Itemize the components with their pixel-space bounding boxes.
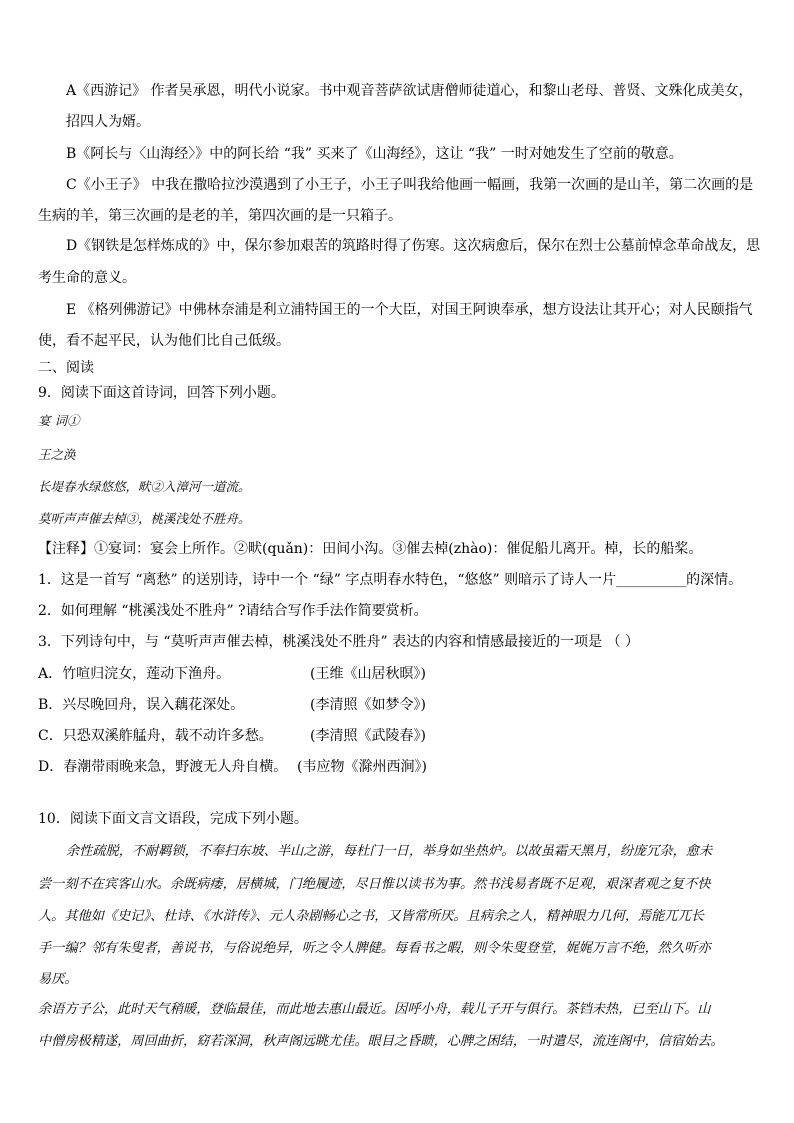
poem-title: 宴 词① — [38, 413, 80, 428]
passage-line: 余语方子公，此时天气稍暖，登临最佳，而此地去惠山最近。因呼小舟，载儿子开与俱行。茶铛未热，已至山下。山 — [38, 1002, 711, 1017]
question-9-sub-3: 3．下列诗句中，与 “莫听声声催去棹，桃溪浅处不胜舟” 表达的内容和情感最接近的一项是 （ ） — [38, 634, 640, 650]
choice-b: B．兴尽晚回舟，误入藕花深处。 — [38, 697, 245, 713]
poem-line-2: 莫听声声催去棹③，桃溪浅处不胜舟。 — [38, 511, 251, 526]
section-heading: 二、阅读 — [38, 360, 94, 376]
option-e-line-2: 使，看不起平民，认为他们比自己低级。 — [38, 333, 290, 349]
option-b-line-1: B《阿长与〈山海经〉》中的阿长给 “我” 买来了《山海经》，这让 “我” 一时对她发生了空前的敬意。 — [66, 146, 683, 162]
option-a-line-2: 招四人为婿。 — [66, 114, 150, 130]
passage-line: 易厌。 — [38, 972, 78, 987]
choice-d: D．春潮带雨晚来急，野渡无人舟自横。 — [38, 759, 288, 775]
poem-notes: 【注释】①宴词：宴会上所作。②畎(quǎn)：田间小沟。③催去棹(zhào)：催促船儿离开。棹，长的船桨。 — [38, 541, 703, 557]
choice-d-source: (韦应物《滁州西涧》) — [297, 759, 427, 775]
choice-a: A．竹喧归浣女，莲动下渔舟。 — [38, 666, 231, 682]
poem-author: 王之涣 — [38, 447, 76, 462]
option-c-line-1: C《小王子》 中我在撒哈拉沙漠遇到了小王子，小王子叫我给他画一幅画，我第一次画的是山羊，第二次画的是 — [66, 177, 754, 193]
option-e-line-1: E 《格列佛游记》中佛林奈浦是利立浦特国王的一个大臣，对国王阿谀奉承，想方设法让其开心；对人民颐指气 — [66, 302, 753, 318]
question-9-prompt: 9．阅读下面这首诗词，回答下列小题。 — [38, 385, 285, 401]
poem-line-1: 长堤春水绿悠悠，畎②入漳河一道流。 — [38, 479, 251, 494]
option-c-line-2: 生病的羊，第三次画的是老的羊，第四次画的是一只箱子。 — [38, 208, 402, 224]
option-a-line-1: A《西游记》 作者吴承恩，明代小说家。书中观音菩萨欲试唐僧师徒道心，和黎山老母、普贤、文殊化成美女， — [66, 83, 753, 99]
passage-line: 尝一刻不在宾客山水。余既病痿，居横城，门绝履迹，尽日惟以读书为事。然书浅易者既不足观，艰深者观之复不快 — [38, 877, 711, 892]
choice-b-source: (李清照《如梦令》) — [310, 697, 426, 713]
choice-c-source: (李清照《武陵春》) — [310, 728, 426, 744]
question-10-prompt: 10．阅读下面文言文语段，完成下列小题。 — [38, 811, 308, 827]
passage-line: 手一编？邻有朱叟者，善说书，与俗说绝异，听之令人脾健。每看书之暇，则令朱叟登堂，娓娓万言不绝，然久听亦 — [38, 941, 711, 956]
option-d-line-1: D《钢铁是怎样炼成的》中，保尔参加艰苦的筑路时得了伤寒。这次病愈后，保尔在烈士公墓前悼念革命战友，思 — [66, 238, 761, 254]
choice-a-source: (王维《山居秋暝》) — [310, 666, 426, 682]
passage-line: 余性疏脱，不耐羁锁，不奉扫东坡、半山之游，每杜门一日，举身如坐热炉。以故虽霜天黑月，纷庞冗杂，愈未 — [66, 844, 713, 859]
passage-line: 中僧房极精遂，周回曲折，窈若深洞，秋声阁远眺尤佳。眼目之昏瞆，心脾之困结，一时遣尽，流连阁中，信宿始去。 — [38, 1034, 724, 1049]
question-9-sub-2: 2．如何理解 “桃溪浅处不胜舟” ?请结合写作手法作简要赏析。 — [38, 603, 428, 619]
choice-c: C．只恐双溪舴艋舟，载不动许多愁。 — [38, 728, 273, 744]
passage-line: 人。其他如《史记》、杜诗、《水浒传》、元人杂剧畅心之书，又皆常所厌。且病余之人，精神眼力几何，焉能兀兀长 — [38, 909, 704, 924]
question-9-sub-1: 1．这是一首写 “离愁” 的送别诗，诗中一个 “绿” 字点明春水特色，“悠悠” 则暗示了诗人一片__________的深情。 — [38, 572, 743, 588]
option-d-line-2: 考生命的意义。 — [38, 270, 136, 286]
